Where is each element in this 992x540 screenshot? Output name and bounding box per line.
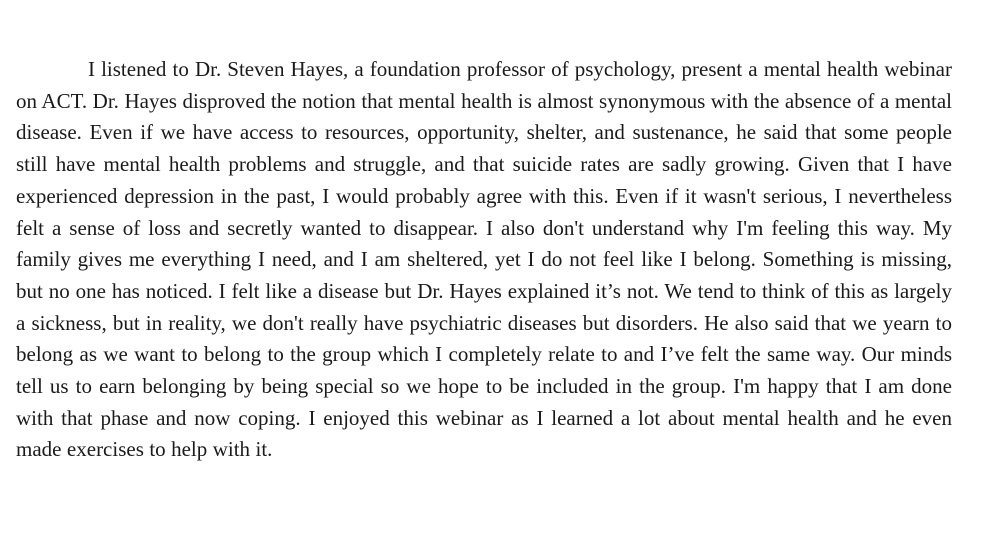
- body-paragraph: I listened to Dr. Steven Hayes, a foundation professor of psychology, present a mental health webinar on ACT. Dr. Hayes disproved the notion that mental health is almost synonymous with the absence of a mental disease. Even if we have access to resources, opportunity, shelter, and sustenance, he said that some people still have mental health problems and struggle, and that suicide rates are sadly growing. Given that I have experienced depression in the past, I would probably agree with this. Even if it wasn't serious, I nevertheless felt a sense of loss and secretly wanted to disappear. I also don't understand why I'm feeling this way. My family gives me everything I need, and I am sheltered, yet I do not feel like I belong. Something is missing, but no one has noticed. I felt like a disease but Dr. Hayes explained it’s not. We tend to think of this as largely a sickness, but in reality, we don't really have psychiatric diseases but disorders. He also said that we yearn to belong as we want to belong to the group which I completely relate to and I’ve felt the same way. Our minds tell us to earn belonging by being special so we hope to be included in the group. I'm happy that I am done with that phase and now coping. I enjoyed this webinar as I learned a lot about mental health and he even made exercises to help with it.: [16, 57, 952, 462]
